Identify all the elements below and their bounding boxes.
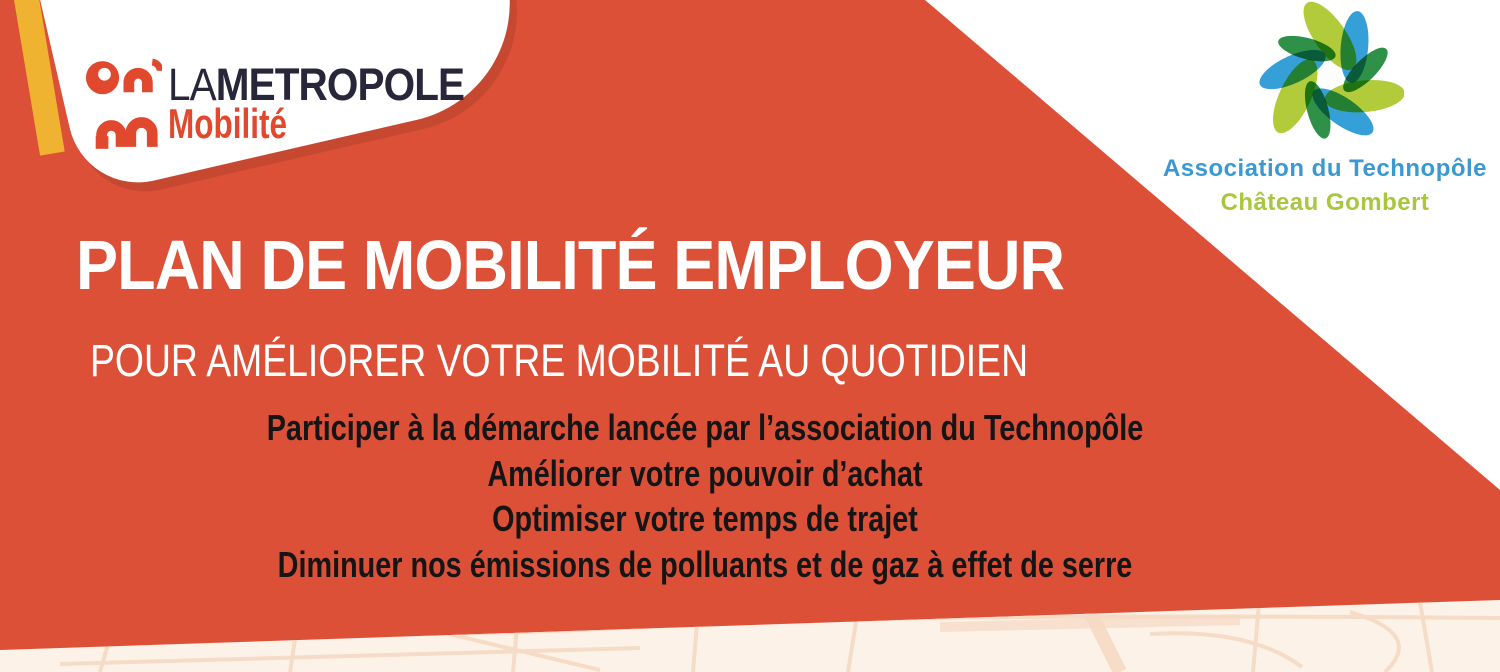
benefit-item: Participer à la démarche lancée par l’association du Technopôle <box>266 407 1144 448</box>
street-map-pattern-icon <box>0 572 1500 672</box>
metropole-mark-icon <box>84 56 162 150</box>
page-subtitle: POUR AMÉLIORER VOTRE MOBILITÉ AU QUOTIDIEN <box>90 335 1029 386</box>
page-title: PLAN DE MOBILITÉ EMPLOYEUR <box>76 226 1065 304</box>
triquetra-knot-icon <box>1256 0 1404 148</box>
street-map-strip <box>0 572 1500 672</box>
technopole-wordmark-line2: Château Gombert <box>1220 189 1430 216</box>
benefit-item: Optimiser votre temps de trajet <box>492 498 918 539</box>
metropole-wordmark-la: LA <box>168 59 216 110</box>
technopole-wordmark <box>1150 152 1500 220</box>
benefit-item: Diminuer nos émissions de polluants et de gaz à effet de serre <box>277 543 1133 585</box>
metropole-wordmark-mobilite: Mobilité <box>168 100 287 147</box>
benefit-item: Améliorer votre pouvoir d’achat <box>487 452 923 494</box>
technopole-wordmark-line1: Association du Technopôle <box>1162 155 1488 182</box>
metropole-wordmark-metropole: METROPOLE <box>215 59 465 110</box>
benefit-list <box>141 405 1269 587</box>
